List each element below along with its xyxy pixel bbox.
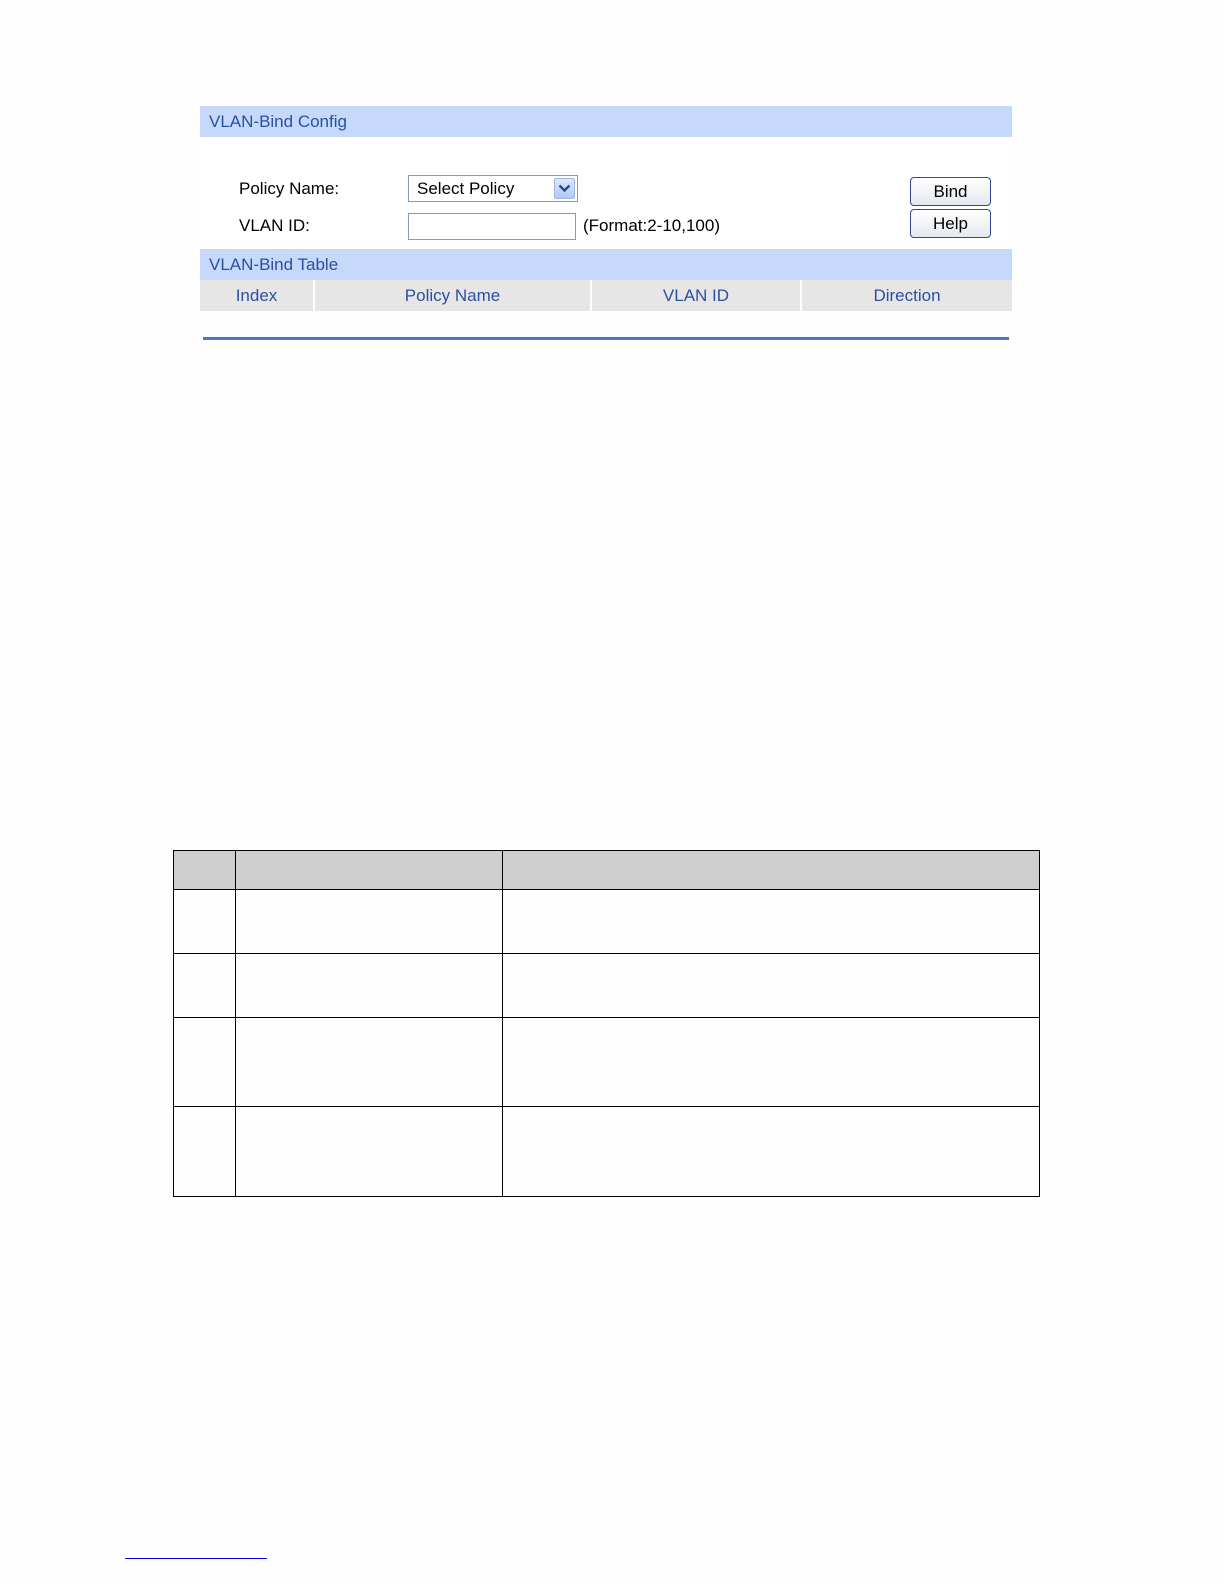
vlan-bind-table — [200, 280, 1012, 311]
vlan-bind-panel — [200, 106, 1012, 340]
table-cell — [236, 954, 503, 1018]
table-row — [174, 954, 1040, 1018]
description-table — [173, 850, 1040, 1197]
table-cell — [174, 1107, 236, 1197]
column-header-direction[interactable]: Direction — [801, 280, 1012, 311]
config-section-header: VLAN-Bind Config — [200, 106, 1012, 137]
help-button[interactable]: Help — [910, 209, 991, 238]
table-cell — [236, 1018, 503, 1107]
table-section-header: VLAN-Bind Table — [200, 249, 1012, 280]
vlan-id-label: VLAN ID: — [239, 216, 310, 235]
table-row — [174, 1107, 1040, 1197]
bind-button[interactable]: Bind — [910, 177, 991, 206]
table-cell — [174, 954, 236, 1018]
table-row — [174, 890, 1040, 954]
footer-link-underline — [125, 1558, 267, 1559]
policy-select-value: Select Policy — [417, 179, 515, 198]
policy-name-label: Policy Name: — [239, 179, 340, 198]
header-cell — [236, 851, 503, 890]
table-cell — [503, 954, 1040, 1018]
table-cell — [503, 1018, 1040, 1107]
column-header-index[interactable]: Index — [200, 280, 314, 311]
policy-name-select[interactable] — [408, 175, 578, 202]
header-cell — [503, 851, 1040, 890]
table-cell — [174, 890, 236, 954]
config-form — [200, 137, 1012, 249]
table-cell — [174, 1018, 236, 1107]
header-cell — [174, 851, 236, 890]
table-header-row — [200, 280, 1012, 311]
description-table-header — [174, 851, 1040, 890]
table-cell — [503, 890, 1040, 954]
table-row — [174, 1018, 1040, 1107]
table-cell — [503, 1107, 1040, 1197]
chevron-down-icon[interactable] — [554, 178, 575, 199]
column-header-vlan-id[interactable]: VLAN ID — [591, 280, 801, 311]
table-bottom-divider — [203, 337, 1009, 340]
column-header-policy-name[interactable]: Policy Name — [314, 280, 591, 311]
chevron-down-glyph — [558, 184, 571, 193]
vlan-id-input[interactable] — [408, 213, 576, 240]
format-hint: (Format:2-10,100) — [583, 216, 720, 235]
table-cell — [236, 1107, 503, 1197]
table-cell — [236, 890, 503, 954]
